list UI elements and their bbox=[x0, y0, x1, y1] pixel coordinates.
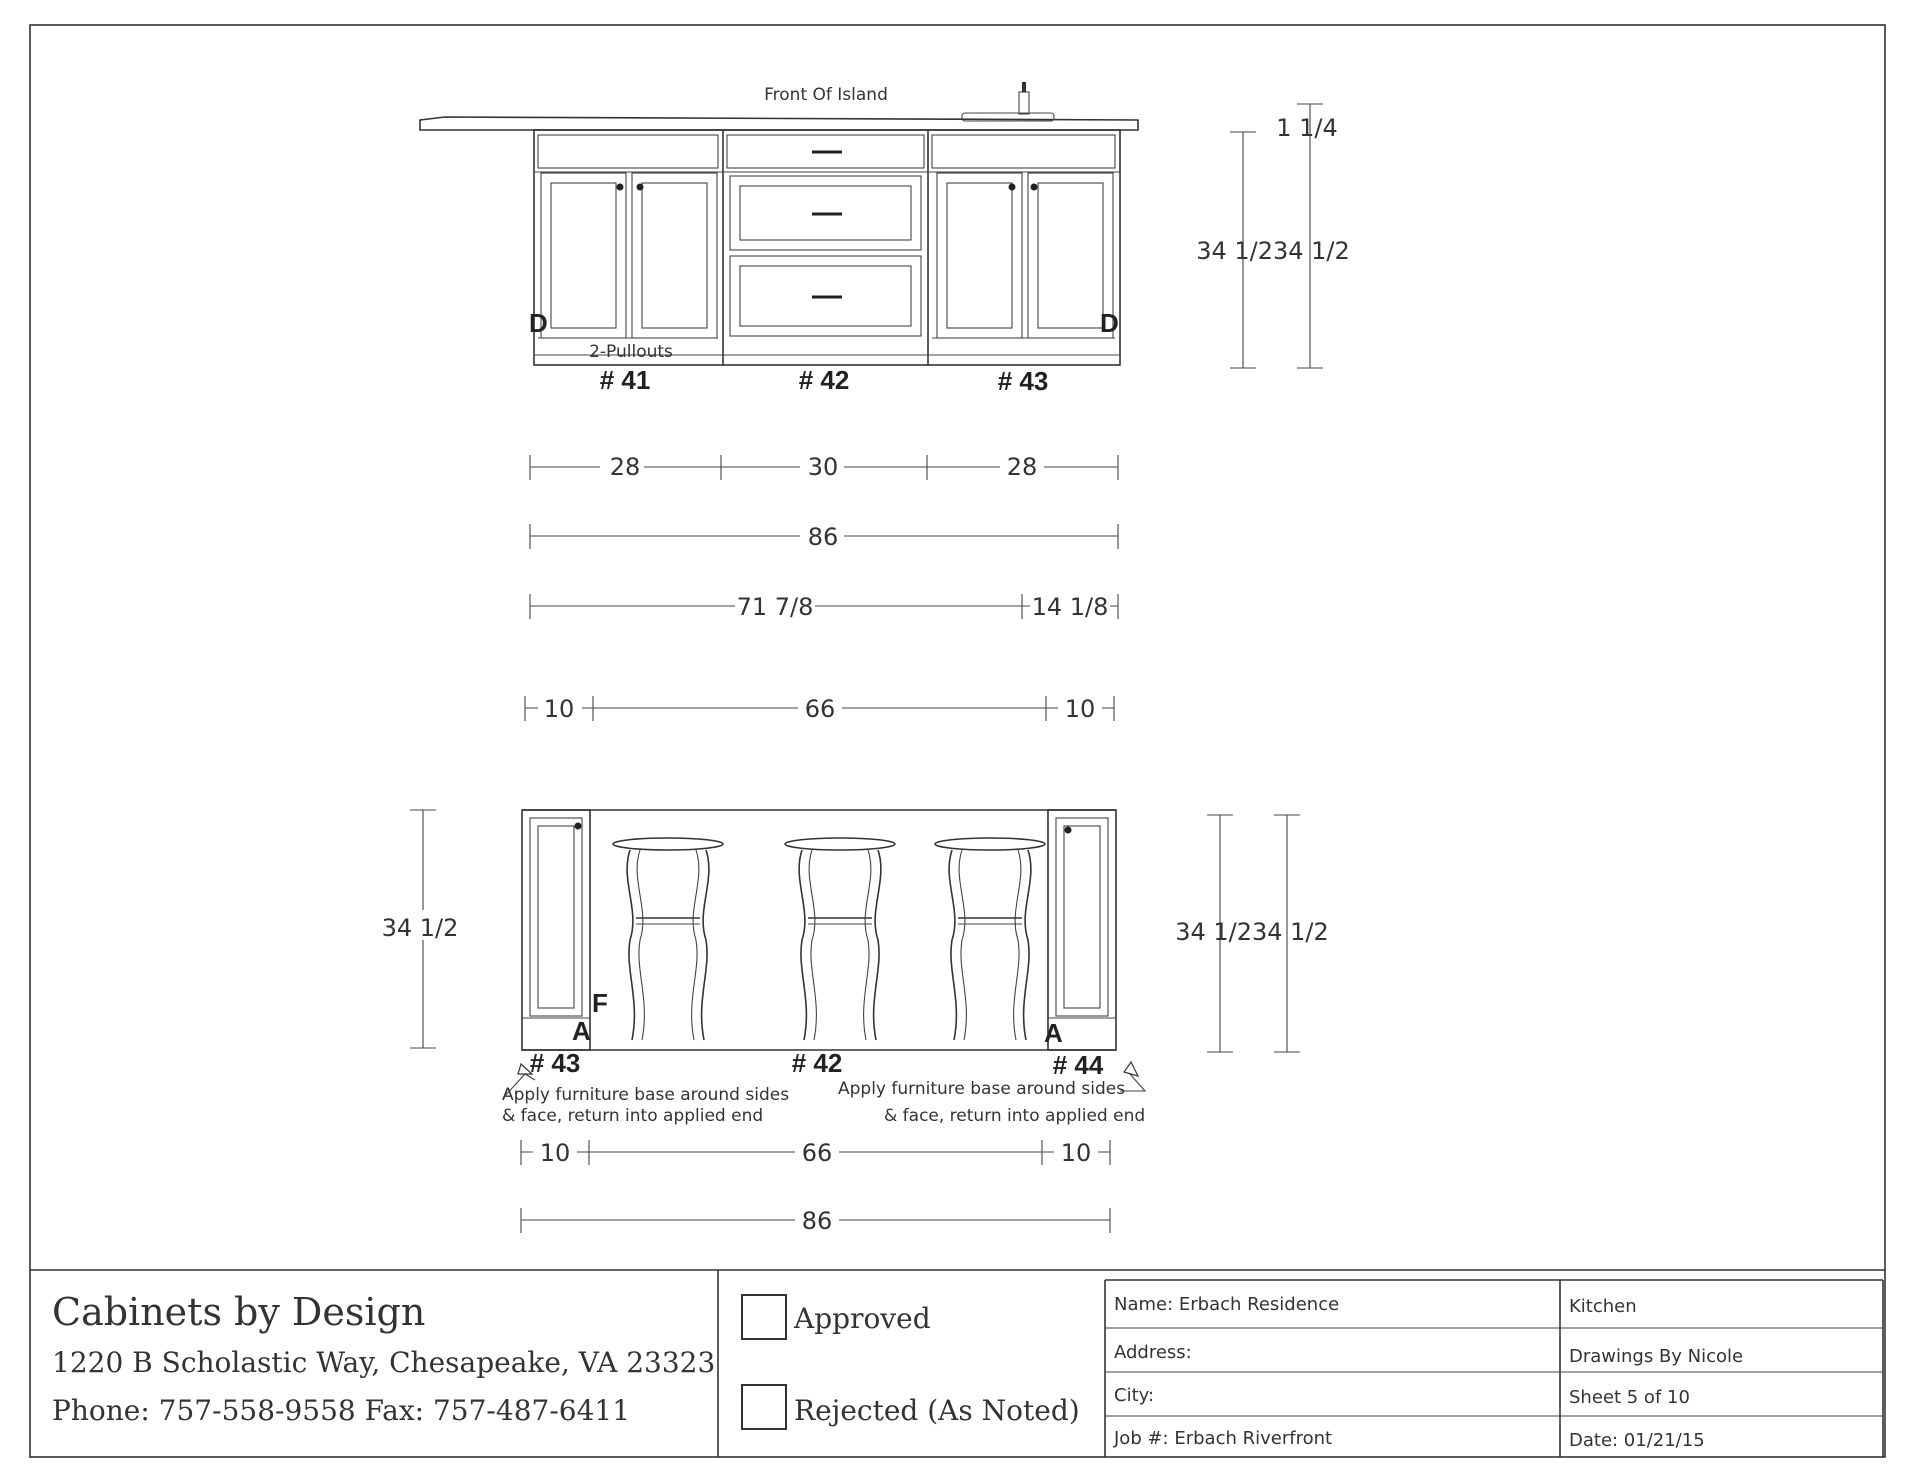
bar-stool bbox=[613, 838, 723, 1040]
note-right-line2: & face, return into applied end bbox=[884, 1106, 1146, 1126]
dim-upper-right-span: 14 1/8 bbox=[1031, 593, 1109, 621]
dim-countertop-overhang: 1 1/4 bbox=[1276, 114, 1338, 142]
d-mark-left: D bbox=[529, 308, 548, 338]
job-number: Job #: Erbach Riverfront bbox=[1114, 1428, 1333, 1449]
sheet-border bbox=[30, 25, 1885, 1457]
a-mark-left: A bbox=[572, 1016, 591, 1046]
upper-elevation bbox=[420, 82, 1138, 365]
company-address: 1220 B Scholastic Way, Chesapeake, VA 23323 bbox=[52, 1346, 716, 1379]
lower-elevation bbox=[522, 810, 1116, 1050]
dim-upper-height: 34 1/234 1/2 bbox=[1196, 237, 1350, 265]
end-panel-label-43: # 43 bbox=[529, 1048, 581, 1078]
company-phone: Phone: 757-558-9558 Fax: 757-487-6411 bbox=[52, 1394, 631, 1427]
end-panel-label-44: # 44 bbox=[1052, 1050, 1104, 1080]
bar-stool bbox=[785, 838, 895, 1040]
upper-side-dimensions bbox=[1230, 104, 1323, 368]
rejected-label: Rejected (As Noted) bbox=[794, 1394, 1080, 1427]
dim-cab41-width: 28 bbox=[609, 453, 641, 481]
dim-lower-left-height: 34 1/2 bbox=[381, 914, 459, 942]
dim-lower-total: 86 bbox=[801, 1207, 833, 1235]
front-of-island-label: Front Of Island bbox=[764, 85, 888, 105]
dim-upper-left-span: 71 7/8 bbox=[736, 593, 814, 621]
dim-lower-middle: 66 bbox=[801, 1139, 833, 1167]
dim-upper-end-left: 10 bbox=[543, 695, 575, 723]
company-name: Cabinets by Design bbox=[52, 1290, 426, 1334]
note-left-line1: Apply furniture base around sides bbox=[502, 1085, 790, 1105]
drawing-date: Date: 01/21/15 bbox=[1569, 1430, 1705, 1451]
approved-label: Approved bbox=[794, 1302, 931, 1335]
job-address: Address: bbox=[1114, 1342, 1192, 1363]
dim-lower-right-height: 34 1/234 1/2 bbox=[1175, 918, 1329, 946]
drawn-by: Drawings By Nicole bbox=[1569, 1346, 1744, 1367]
sheet-number: Sheet 5 of 10 bbox=[1569, 1387, 1690, 1408]
f-mark: F bbox=[592, 988, 608, 1018]
dim-lower-end-right: 10 bbox=[1060, 1139, 1092, 1167]
note-right-line1: Apply furniture base around sides bbox=[838, 1079, 1126, 1099]
dim-cab43-width: 28 bbox=[1006, 453, 1038, 481]
rejected-checkbox[interactable] bbox=[741, 1384, 787, 1430]
dim-lower-end-left: 10 bbox=[539, 1139, 571, 1167]
dim-upper-end-right: 10 bbox=[1064, 695, 1096, 723]
job-city: City: bbox=[1114, 1385, 1155, 1406]
note-left-line2: & face, return into applied end bbox=[502, 1106, 764, 1126]
approved-checkbox[interactable] bbox=[741, 1294, 787, 1340]
d-mark-right: D bbox=[1100, 308, 1119, 338]
dim-cab42-width: 30 bbox=[807, 453, 839, 481]
cabinet-label-43: # 43 bbox=[997, 366, 1049, 396]
bar-stool bbox=[935, 838, 1045, 1040]
room-name: Kitchen bbox=[1569, 1296, 1637, 1317]
end-panel-label-42: # 42 bbox=[791, 1048, 843, 1078]
dimension-lines-upper bbox=[525, 455, 1118, 721]
a-mark-right: A bbox=[1044, 1018, 1063, 1048]
dim-upper-middle: 66 bbox=[804, 695, 836, 723]
job-name: Name: Erbach Residence bbox=[1114, 1294, 1340, 1315]
dim-upper-total: 86 bbox=[807, 523, 839, 551]
cabinet-label-41: # 41 bbox=[599, 365, 651, 395]
cabinet-label-42: # 42 bbox=[798, 365, 850, 395]
pullouts-label: 2-Pullouts bbox=[589, 342, 673, 362]
